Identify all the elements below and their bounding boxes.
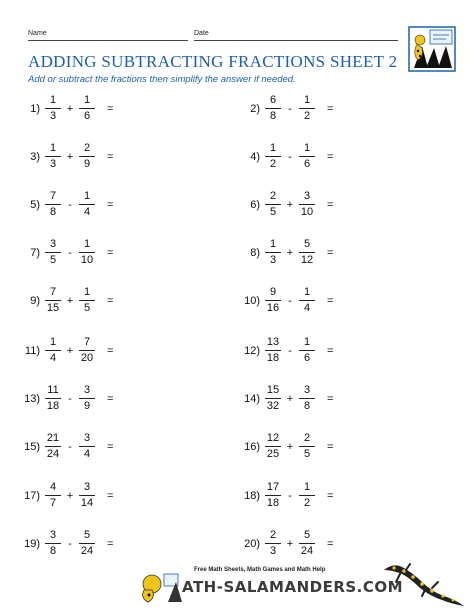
second-fraction xyxy=(77,432,97,461)
second-fraction xyxy=(297,286,317,315)
fraction-bar xyxy=(265,108,281,109)
fraction-bar xyxy=(299,543,315,544)
operator: - xyxy=(68,246,72,259)
problem-number: 11) xyxy=(24,344,40,357)
second-fraction xyxy=(77,238,97,267)
second-fraction xyxy=(297,190,317,219)
numerator: 5 xyxy=(83,529,91,541)
second-fraction xyxy=(77,142,97,171)
numerator: 3 xyxy=(83,432,91,444)
denominator: 3 xyxy=(269,254,277,266)
date-label: Date xyxy=(194,30,209,37)
worksheet-title: ADDING SUBTRACTING FRACTIONS SHEET 2 xyxy=(28,52,398,71)
problem-9 xyxy=(18,286,113,315)
numerator: 1 xyxy=(269,238,277,250)
problem-18 xyxy=(238,481,333,510)
equals-sign: = xyxy=(107,489,114,502)
problem-19 xyxy=(18,529,113,558)
equals-sign: = xyxy=(327,150,334,163)
fraction-bar xyxy=(299,350,315,351)
first-fraction xyxy=(263,94,283,123)
fraction-bar xyxy=(265,398,281,399)
fraction-bar xyxy=(45,300,61,301)
second-fraction xyxy=(77,481,97,510)
second-fraction xyxy=(297,481,317,510)
operator: + xyxy=(66,150,74,163)
problem-number: 18) xyxy=(244,489,260,502)
numerator: 3 xyxy=(303,190,311,202)
equals-sign: = xyxy=(327,537,334,550)
denominator: 2 xyxy=(269,158,277,170)
first-fraction xyxy=(263,190,283,219)
equals-sign: = xyxy=(107,102,114,115)
fraction-bar xyxy=(265,446,281,447)
numerator: 7 xyxy=(49,286,57,298)
problem-number: 3) xyxy=(30,150,40,163)
equals-sign: = xyxy=(327,102,334,115)
operator: + xyxy=(66,294,74,307)
first-fraction xyxy=(43,142,63,171)
operator: - xyxy=(68,198,72,211)
second-fraction xyxy=(77,286,97,315)
operator: + xyxy=(286,246,294,259)
denominator: 24 xyxy=(300,545,314,557)
denominator: 6 xyxy=(83,110,91,122)
problem-number: 14) xyxy=(244,392,260,405)
denominator: 18 xyxy=(46,400,60,412)
numerator: 3 xyxy=(49,238,57,250)
problem-number: 19) xyxy=(24,537,40,550)
operator: - xyxy=(68,392,72,405)
denominator: 4 xyxy=(83,448,91,460)
first-fraction xyxy=(43,481,63,510)
numerator: 12 xyxy=(266,432,280,444)
denominator: 3 xyxy=(49,158,57,170)
problem-3 xyxy=(18,142,113,171)
numerator: 1 xyxy=(83,286,91,298)
denominator: 10 xyxy=(80,254,94,266)
denominator: 3 xyxy=(269,545,277,557)
denominator: 5 xyxy=(303,448,311,460)
problem-number: 15) xyxy=(24,440,40,453)
fraction-bar xyxy=(79,398,95,399)
name-label: Name xyxy=(28,30,47,37)
fraction-bar xyxy=(265,495,281,496)
second-fraction xyxy=(297,432,317,461)
first-fraction xyxy=(263,529,283,558)
fraction-bar xyxy=(299,495,315,496)
fraction-bar xyxy=(45,543,61,544)
numerator: 17 xyxy=(266,481,280,493)
numerator: 9 xyxy=(269,286,277,298)
numerator: 1 xyxy=(49,336,57,348)
problem-16 xyxy=(238,432,333,461)
numerator: 1 xyxy=(83,94,91,106)
fraction-bar xyxy=(79,156,95,157)
denominator: 6 xyxy=(303,352,311,364)
numerator: 3 xyxy=(83,481,91,493)
problem-12 xyxy=(238,336,333,365)
denominator: 24 xyxy=(46,448,60,460)
numerator: 1 xyxy=(303,336,311,348)
first-fraction xyxy=(263,336,283,365)
first-fraction xyxy=(43,384,63,413)
denominator: 32 xyxy=(266,400,280,412)
fraction-bar xyxy=(79,252,95,253)
problem-number: 17) xyxy=(24,489,40,502)
denominator: 8 xyxy=(49,545,57,557)
fraction-bar xyxy=(45,252,61,253)
numerator: 6 xyxy=(269,94,277,106)
fraction-bar xyxy=(299,108,315,109)
problem-number: 16) xyxy=(244,440,260,453)
operator: - xyxy=(288,150,292,163)
equals-sign: = xyxy=(327,440,334,453)
footer-brand: ATH-SALAMANDERS.COM xyxy=(182,578,404,596)
numerator: 2 xyxy=(83,142,91,154)
first-fraction xyxy=(263,286,283,315)
operator: + xyxy=(286,392,294,405)
numerator: 21 xyxy=(46,432,60,444)
denominator: 7 xyxy=(49,497,57,509)
fraction-bar xyxy=(265,300,281,301)
numerator: 2 xyxy=(269,529,277,541)
denominator: 14 xyxy=(80,497,94,509)
denominator: 18 xyxy=(266,497,280,509)
problem-number: 13) xyxy=(24,392,40,405)
first-fraction xyxy=(43,190,63,219)
numerator: 3 xyxy=(83,384,91,396)
second-fraction xyxy=(297,238,317,267)
problem-17 xyxy=(18,481,113,510)
problem-number: 20) xyxy=(244,537,260,550)
numerator: 3 xyxy=(49,529,57,541)
numerator: 1 xyxy=(303,94,311,106)
numerator: 1 xyxy=(303,481,311,493)
fraction-bar xyxy=(265,252,281,253)
second-fraction xyxy=(297,94,317,123)
first-fraction xyxy=(43,286,63,315)
equals-sign: = xyxy=(327,489,334,502)
problem-number: 5) xyxy=(30,198,40,211)
numerator: 1 xyxy=(49,94,57,106)
fraction-bar xyxy=(45,108,61,109)
denominator: 4 xyxy=(303,302,311,314)
denominator: 18 xyxy=(266,352,280,364)
problem-11 xyxy=(18,336,113,365)
problem-number: 6) xyxy=(250,198,260,211)
operator: - xyxy=(288,344,292,357)
fraction-bar xyxy=(265,543,281,544)
first-fraction xyxy=(263,481,283,510)
fraction-bar xyxy=(299,300,315,301)
equals-sign: = xyxy=(107,150,114,163)
numerator: 15 xyxy=(266,384,280,396)
first-fraction xyxy=(43,529,63,558)
fraction-bar xyxy=(79,350,95,351)
denominator: 10 xyxy=(300,206,314,218)
second-fraction xyxy=(77,94,97,123)
first-fraction xyxy=(263,384,283,413)
equals-sign: = xyxy=(107,294,114,307)
fraction-bar xyxy=(45,495,61,496)
second-fraction xyxy=(77,190,97,219)
fraction-bar xyxy=(45,398,61,399)
problem-number: 7) xyxy=(30,246,40,259)
denominator: 9 xyxy=(83,158,91,170)
equals-sign: = xyxy=(107,246,114,259)
problem-14 xyxy=(238,384,333,413)
equals-sign: = xyxy=(327,344,334,357)
denominator: 2 xyxy=(303,110,311,122)
denominator: 6 xyxy=(303,158,311,170)
operator: - xyxy=(288,294,292,307)
fraction-bar xyxy=(79,204,95,205)
equals-sign: = xyxy=(327,246,334,259)
denominator: 3 xyxy=(49,110,57,122)
second-fraction xyxy=(77,529,97,558)
first-fraction xyxy=(43,336,63,365)
fraction-bar xyxy=(299,156,315,157)
second-fraction xyxy=(297,384,317,413)
operator: - xyxy=(288,102,292,115)
second-fraction xyxy=(297,529,317,558)
fraction-bar xyxy=(45,350,61,351)
equals-sign: = xyxy=(327,294,334,307)
problem-number: 4) xyxy=(250,150,260,163)
fraction-bar xyxy=(265,156,281,157)
worksheet-instructions: Add or subtract the fractions then simplify the answer if needed. xyxy=(28,74,296,85)
fraction-bar xyxy=(45,446,61,447)
numerator: 13 xyxy=(266,336,280,348)
fraction-bar xyxy=(299,398,315,399)
salamander-illustration-icon xyxy=(380,560,466,608)
denominator: 5 xyxy=(83,302,91,314)
denominator: 8 xyxy=(303,400,311,412)
numerator: 5 xyxy=(303,529,311,541)
denominator: 20 xyxy=(80,352,94,364)
problem-number: 2) xyxy=(250,102,260,115)
problem-6 xyxy=(238,190,333,219)
denominator: 5 xyxy=(49,254,57,266)
first-fraction xyxy=(263,238,283,267)
problem-number: 1) xyxy=(30,102,40,115)
second-fraction xyxy=(77,384,97,413)
fraction-bar xyxy=(45,156,61,157)
first-fraction xyxy=(263,432,283,461)
numerator: 1 xyxy=(303,142,311,154)
denominator: 16 xyxy=(266,302,280,314)
numerator: 1 xyxy=(83,238,91,250)
footer-tagline: Free Math Sheets, Math Games and Math Help xyxy=(194,567,326,573)
second-fraction xyxy=(297,142,317,171)
equals-sign: = xyxy=(107,198,114,211)
first-fraction xyxy=(43,238,63,267)
problem-4 xyxy=(238,142,333,171)
numerator: 1 xyxy=(303,286,311,298)
problem-2 xyxy=(238,94,333,123)
second-fraction xyxy=(77,336,97,365)
equals-sign: = xyxy=(107,392,114,405)
problem-number: 10) xyxy=(244,294,260,307)
problem-number: 8) xyxy=(250,246,260,259)
fraction-bar xyxy=(79,446,95,447)
numerator: 3 xyxy=(303,384,311,396)
equals-sign: = xyxy=(327,198,334,211)
fraction-bar xyxy=(265,350,281,351)
numerator: 1 xyxy=(49,142,57,154)
fraction-bar xyxy=(265,204,281,205)
numerator: 1 xyxy=(83,190,91,202)
numerator: 4 xyxy=(49,481,57,493)
numerator: 7 xyxy=(49,190,57,202)
denominator: 4 xyxy=(83,206,91,218)
operator: + xyxy=(66,102,74,115)
fraction-bar xyxy=(79,300,95,301)
fraction-bar xyxy=(45,204,61,205)
problem-number: 12) xyxy=(244,344,260,357)
fraction-bar xyxy=(79,495,95,496)
denominator: 24 xyxy=(80,545,94,557)
denominator: 4 xyxy=(49,352,57,364)
operator: - xyxy=(68,537,72,550)
equals-sign: = xyxy=(107,440,114,453)
fraction-bar xyxy=(79,543,95,544)
numerator: 5 xyxy=(303,238,311,250)
operator: + xyxy=(66,489,74,502)
problem-7 xyxy=(18,238,113,267)
fraction-bar xyxy=(299,252,315,253)
operator: + xyxy=(286,198,294,211)
denominator: 9 xyxy=(83,400,91,412)
problem-5 xyxy=(18,190,113,219)
numerator: 11 xyxy=(47,384,59,396)
fraction-bar xyxy=(79,108,95,109)
numerator: 7 xyxy=(83,336,91,348)
denominator: 2 xyxy=(303,497,311,509)
second-fraction xyxy=(297,336,317,365)
numerator: 2 xyxy=(303,432,311,444)
problem-number: 9) xyxy=(30,294,40,307)
numerator: 2 xyxy=(269,190,277,202)
problem-15 xyxy=(18,432,113,461)
denominator: 8 xyxy=(49,206,57,218)
equals-sign: = xyxy=(107,537,114,550)
equals-sign: = xyxy=(107,344,114,357)
problem-20 xyxy=(238,529,333,558)
fraction-bar xyxy=(299,446,315,447)
denominator: 5 xyxy=(269,206,277,218)
operator: + xyxy=(286,440,294,453)
denominator: 25 xyxy=(266,448,280,460)
first-fraction xyxy=(43,432,63,461)
operator: - xyxy=(68,440,72,453)
problem-8 xyxy=(238,238,333,267)
numerator: 1 xyxy=(269,142,277,154)
problem-10 xyxy=(238,286,333,315)
problem-1 xyxy=(18,94,113,123)
problem-13 xyxy=(18,384,113,413)
equals-sign: = xyxy=(327,392,334,405)
operator: + xyxy=(66,344,74,357)
first-fraction xyxy=(263,142,283,171)
denominator: 15 xyxy=(46,302,60,314)
operator: + xyxy=(286,537,294,550)
fraction-bar xyxy=(299,204,315,205)
first-fraction xyxy=(43,94,63,123)
denominator: 8 xyxy=(269,110,277,122)
denominator: 12 xyxy=(300,254,314,266)
operator: - xyxy=(288,489,292,502)
